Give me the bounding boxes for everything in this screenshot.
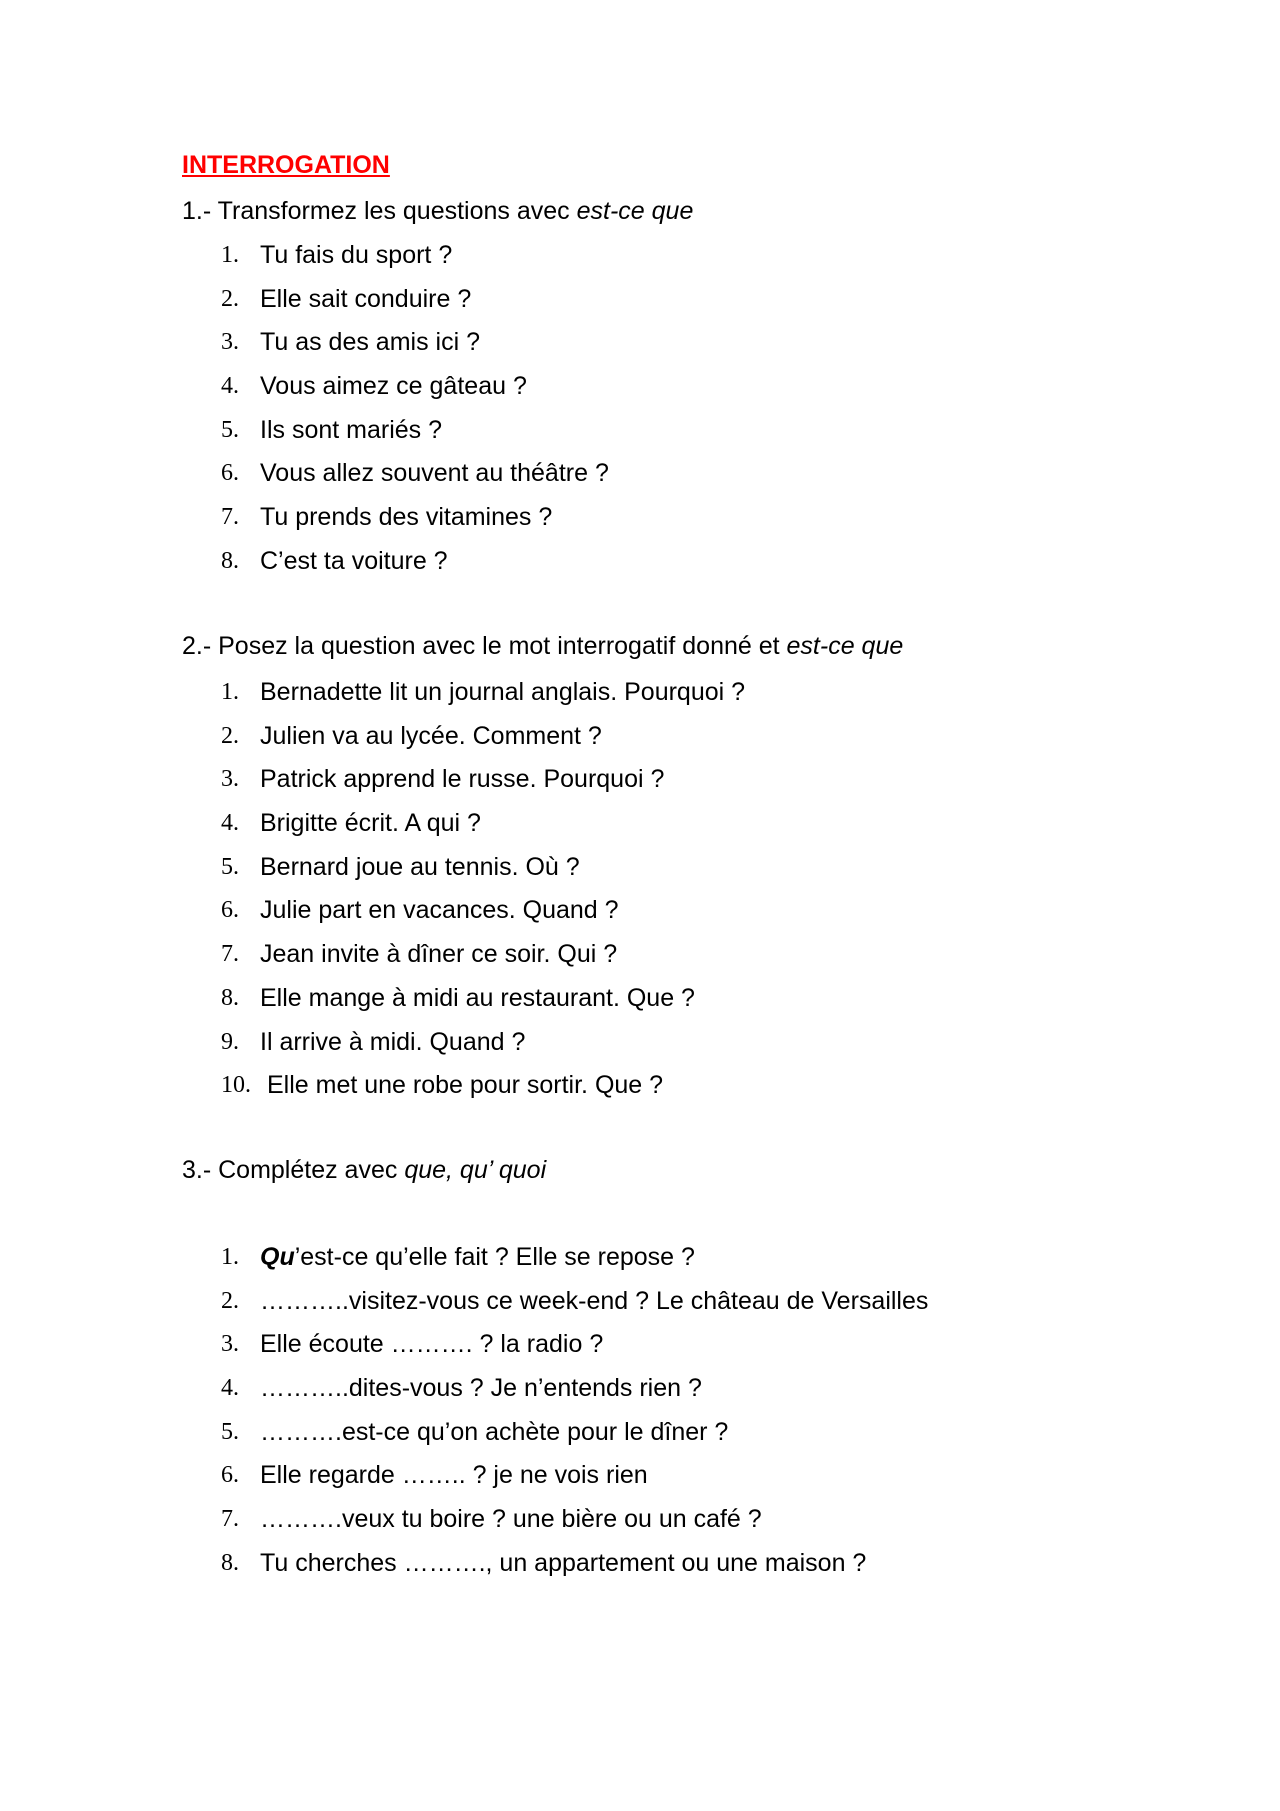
item-number: 4.: [221, 373, 239, 400]
item-text: ………..dites-vous ? Je n’entends rien ?: [260, 1374, 702, 1403]
section-3-list: [0, 1242, 1280, 1592]
item-number: 6.: [221, 1462, 239, 1489]
list-item: [0, 1373, 1280, 1417]
list-item: [0, 546, 1280, 590]
list-item: [0, 852, 1280, 896]
list-item: [0, 284, 1280, 328]
item-number: 3.: [221, 329, 239, 356]
item-number: 1.: [221, 679, 239, 705]
item-number: 5.: [221, 416, 239, 443]
item-text: Tu prends des vitamines ?: [260, 503, 553, 532]
section-2-heading: [182, 631, 903, 661]
list-item: [0, 1460, 1280, 1504]
list-item: [0, 939, 1280, 983]
list-item: [0, 502, 1280, 546]
item-number: 7.: [221, 1506, 239, 1533]
item-text: Vous aimez ce gâteau ?: [260, 372, 527, 401]
list-item: [0, 1286, 1280, 1330]
item-text: Vous allez souvent au théâtre ?: [260, 459, 609, 488]
list-item: [0, 458, 1280, 502]
item-text: Julie part en vacances. Quand ?: [260, 896, 619, 925]
list-item: [0, 1504, 1280, 1548]
item-number: 6.: [221, 460, 239, 487]
item-text: ……….est-ce qu’on achète pour le dîner ?: [260, 1417, 729, 1446]
item-number: 3.: [221, 1331, 239, 1358]
section-3-heading: [182, 1155, 546, 1185]
item-number: 2.: [221, 1287, 239, 1314]
item-number: 7.: [221, 941, 239, 968]
item-number: 9.: [221, 1028, 239, 1055]
item-text: Tu as des amis ici ?: [260, 328, 480, 357]
list-item: [0, 677, 1280, 721]
list-item: [0, 1070, 1280, 1114]
section-2-heading-italic: est-ce que: [786, 632, 904, 660]
list-item: [0, 1329, 1280, 1373]
list-item: [0, 415, 1280, 459]
section-2-list: [0, 677, 1280, 1114]
item-text: Ils sont mariés ?: [260, 415, 443, 444]
item-text-example: [260, 1242, 695, 1272]
item-text: ……….veux tu boire ? une bière ou un café ?: [260, 1505, 762, 1534]
item-number: 10.: [221, 1072, 251, 1099]
item-text: Il arrive à midi. Quand ?: [260, 1027, 526, 1056]
list-item: [0, 1417, 1280, 1461]
section-3-heading-italic: que, qu’ quoi: [404, 1156, 547, 1184]
section-1-heading-text: 1.- Transformez les questions avec: [182, 197, 577, 225]
section-1-list: [0, 240, 1280, 590]
list-item: [0, 371, 1280, 415]
list-item: [0, 240, 1280, 284]
list-item: [0, 895, 1280, 939]
item-number: 5.: [221, 1418, 239, 1445]
section-1-heading: [182, 196, 693, 226]
list-item: [0, 327, 1280, 371]
section-1-heading-italic: est-ce que: [576, 197, 694, 225]
list-item: [0, 808, 1280, 852]
section-3-heading-text: 3.- Complétez avec: [182, 1156, 405, 1184]
item-number: 8.: [221, 984, 239, 1011]
item-text: C’est ta voiture ?: [260, 546, 448, 575]
section-2-heading-text: 2.- Posez la question avec le mot interrogatif donné et: [182, 632, 787, 660]
item-number: 7.: [221, 504, 239, 531]
list-item: [0, 721, 1280, 765]
item-number: 8.: [221, 1549, 239, 1576]
list-item: [0, 1027, 1280, 1071]
item-number: 4.: [221, 810, 239, 837]
item-text: Julien va au lycée. Comment ?: [260, 721, 602, 750]
item-number: 1.: [221, 242, 239, 268]
item-text: Jean invite à dîner ce soir. Qui ?: [260, 940, 618, 969]
item-text: Bernadette lit un journal anglais. Pourquoi ?: [260, 678, 746, 706]
item-number: 1.: [221, 1244, 239, 1270]
item-text: Tu cherches ………., un appartement ou une maison ?: [260, 1548, 867, 1577]
item-text: Brigitte écrit. A qui ?: [260, 809, 481, 838]
item-text: Elle écoute ………. ? la radio ?: [260, 1330, 604, 1359]
item-number: 2.: [221, 285, 239, 312]
page-title: INTERROGATION: [182, 151, 390, 179]
list-item: [0, 983, 1280, 1027]
item-text: Elle sait conduire ?: [260, 284, 472, 313]
item-number: 8.: [221, 547, 239, 574]
item-text: ………..visitez-vous ce week-end ? Le château de Versailles: [260, 1286, 929, 1315]
item-text: Bernard joue au tennis. Où ?: [260, 852, 580, 881]
item-number: 4.: [221, 1375, 239, 1402]
list-item: [0, 764, 1280, 808]
item-number: 2.: [221, 722, 239, 749]
item-text: Elle mange à midi au restaurant. Que ?: [260, 983, 695, 1012]
example-answer: Qu: [260, 1243, 295, 1271]
list-item: [0, 1548, 1280, 1592]
example-rest: ’est-ce qu’elle fait ? Elle se repose ?: [294, 1243, 695, 1271]
item-number: 6.: [221, 897, 239, 924]
item-text: Tu fais du sport ?: [260, 241, 453, 269]
item-text: Patrick apprend le russe. Pourquoi ?: [260, 765, 665, 794]
item-number: 5.: [221, 853, 239, 880]
item-number: 3.: [221, 766, 239, 793]
list-item: [0, 1242, 1280, 1286]
item-text: Elle met une robe pour sortir. Que ?: [267, 1071, 664, 1100]
item-text: Elle regarde …….. ? je ne vois rien: [260, 1461, 648, 1490]
